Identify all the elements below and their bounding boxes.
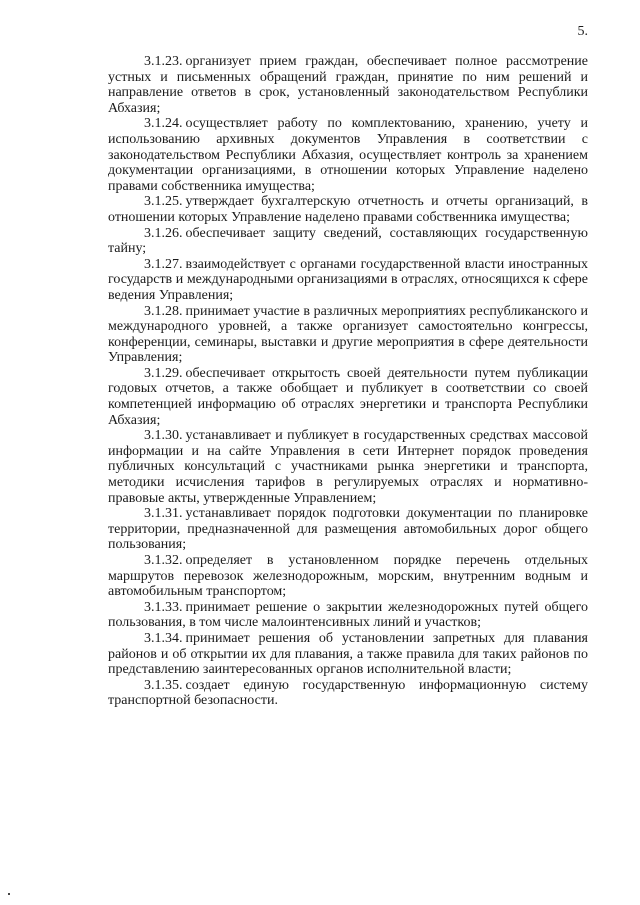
clause-number: 3.1.34.	[144, 630, 183, 646]
clause-3-1-30	[108, 428, 588, 506]
clause-number: 3.1.25.	[144, 194, 183, 210]
clause-text: обеспечивает защиту сведений, составляющих государственную тайну;	[108, 225, 588, 257]
clause-number: 3.1.35.	[144, 677, 183, 693]
clause-3-1-23	[108, 54, 588, 116]
clause-text: устанавливает порядок подготовки документации по планировке территории, предназначенной для размещения автомобильных дорог общего пользования;	[108, 506, 588, 553]
clause-3-1-35	[108, 678, 588, 709]
document-body	[108, 54, 588, 709]
clause-text: принимает решения об установлении запретных для плавания районов и об открытии их для плавания, а также правила для таких районов по представлению заинтересованных органов исполнительной власти;	[108, 630, 588, 678]
clause-3-1-25	[108, 194, 588, 225]
clause-number: 3.1.23.	[144, 54, 183, 69]
clause-text: устанавливает и публикует в государственных средствах массовой информации и на сайте Управления в сети Интернет порядок проведения публичных консультаций с участниками рынка энергетики и транспорта, методики исчисления тарифов в регулируемых отраслях и нормативно-правовые акты, утвержденные Управлением;	[108, 428, 588, 506]
clause-3-1-34	[108, 631, 588, 678]
clause-number: 3.1.26.	[144, 225, 183, 241]
clause-text: организует прием граждан, обеспечивает полное рассмотрение устных и письменных обращений граждан, принятие по ним решений и направление ответов в срок, установленный законодательством Республики Абхазия;	[108, 54, 588, 116]
page-number: 5.	[577, 24, 588, 39]
clause-text: утверждает бухгалтерскую отчетность и отчеты организаций, в отношении которых Управление наделено правами собственника имущества;	[108, 194, 588, 225]
clause-text: осуществляет работу по комплектованию, хранению, учету и использованию архивных документов Управления в соответствии с законодательством Республики Абхазия, осуществляет контроль за хранением документации организациями, в отношении которых Управление наделено правами собственника имущества;	[108, 116, 588, 194]
clause-number: 3.1.24.	[144, 116, 183, 132]
clause-text: принимает участие в различных мероприятиях республиканского и международного уровней, а также организует самостоятельно конгрессы, конференции, семинары, выставки и другие мероприятия в сфере деятельности Управления;	[108, 303, 588, 366]
clause-3-1-24	[108, 116, 588, 194]
clause-3-1-33	[108, 600, 588, 631]
clause-number: 3.1.33.	[144, 599, 183, 615]
clause-text: определяет в установленном порядке перечень отдельных маршрутов перевозок железнодорожным, морским, внутренним водным и автомобильным транспортом;	[108, 553, 588, 600]
clause-3-1-29	[108, 366, 588, 428]
clause-text: принимает решение о закрытии железнодорожных путей общего пользования, в том числе малоинтенсивных линий и участков;	[108, 599, 588, 631]
clause-number: 3.1.27.	[144, 256, 183, 272]
scan-speck	[8, 893, 10, 895]
clause-3-1-32	[108, 553, 588, 600]
clause-number: 3.1.32.	[144, 553, 183, 568]
clause-text: создает единую государственную информационную систему транспортной безопасности.	[108, 677, 588, 709]
clause-number: 3.1.29.	[144, 365, 183, 381]
clause-3-1-31	[108, 506, 588, 553]
clause-3-1-28	[108, 304, 588, 366]
clause-number: 3.1.30.	[144, 428, 183, 444]
clause-text: взаимодействует с органами государственной власти иностранных государств и международными организациями в отраслях, относящихся к сфере ведения Управления;	[108, 256, 588, 303]
clause-text: обеспечивает открытость своей деятельности путем публикации годовых отчетов, а также обобщает и публикует в соответствии со своей компетенцией информацию об отраслях энергетики и транспорта Республики Абхазия;	[108, 365, 588, 428]
clause-number: 3.1.31.	[144, 506, 183, 522]
clause-number: 3.1.28.	[144, 303, 183, 319]
clause-3-1-27	[108, 257, 588, 304]
clause-3-1-26	[108, 226, 588, 257]
